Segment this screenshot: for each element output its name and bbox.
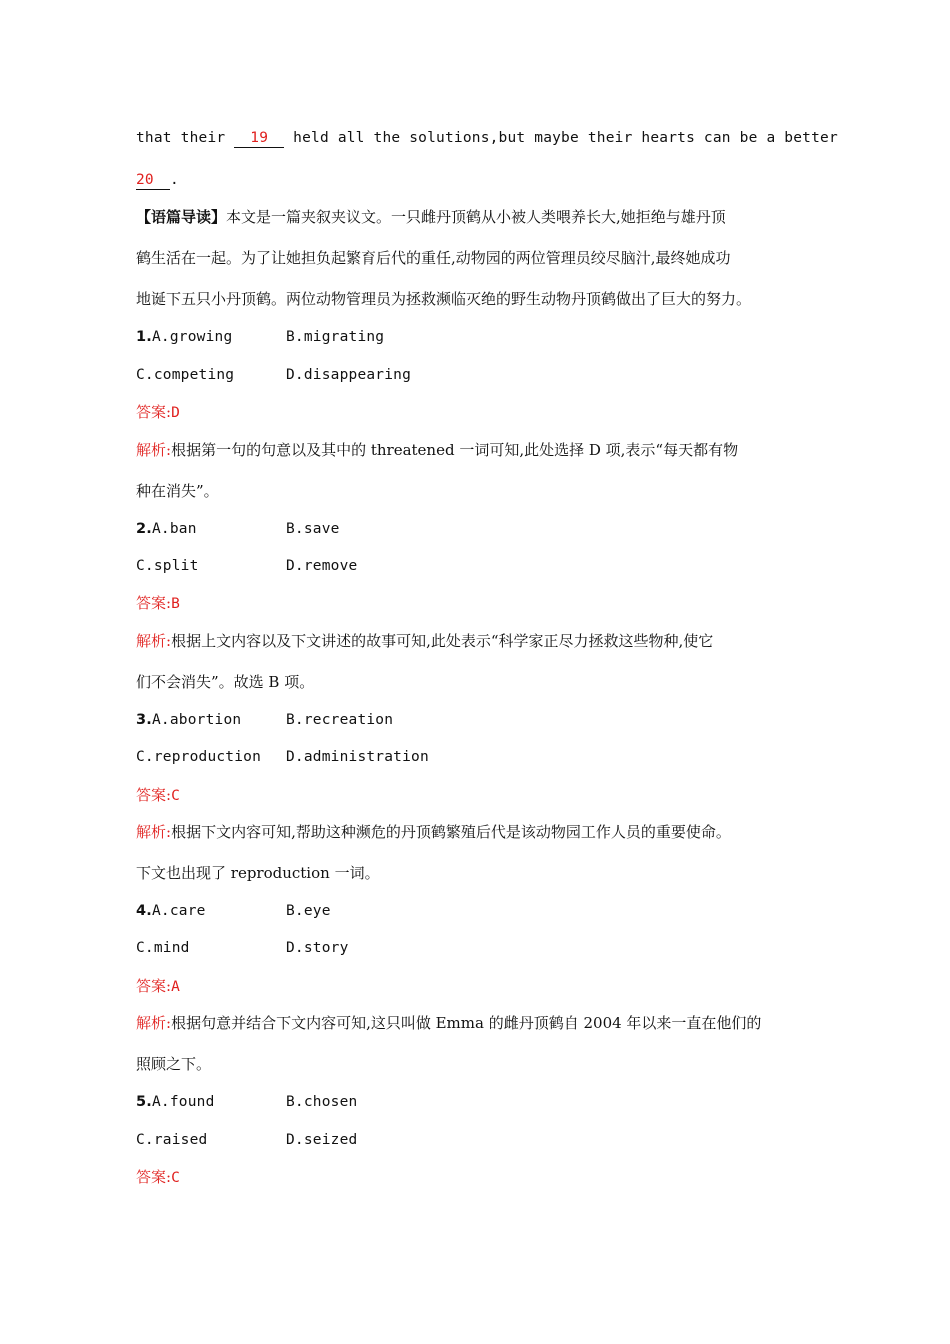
question-number: 1. bbox=[136, 329, 152, 345]
guide-line-3: 地诞下五只小丹顶鹤。两位动物管理员为拯救濒临灭绝的野生动物丹顶鹤做出了巨大的努力。 bbox=[136, 290, 752, 308]
answer-label: 答案: bbox=[136, 977, 172, 995]
option-a: A.abortion bbox=[152, 712, 242, 728]
question-2-answer bbox=[136, 593, 180, 614]
question-5-options-cd bbox=[136, 1130, 357, 1150]
guide-text: 本文是一篇夹叙夹议文。一只雌丹顶鹤从小被人类喂养长大,她拒绝与雄丹顶 bbox=[226, 208, 726, 226]
question-4-options-cd bbox=[136, 938, 349, 958]
question-5-options-ab bbox=[136, 1092, 357, 1112]
option-c: C.competing bbox=[136, 367, 235, 383]
question-1-analysis-line-2: 种在消失”。 bbox=[136, 482, 219, 500]
question-5-answer bbox=[136, 1167, 180, 1188]
option-d: D.remove bbox=[286, 558, 358, 574]
option-b: B.save bbox=[286, 521, 340, 537]
question-3-analysis-line-2: 下文也出现了 reproduction 一词。 bbox=[136, 864, 380, 882]
option-a: A.found bbox=[152, 1094, 215, 1110]
option-c: C.split bbox=[136, 558, 199, 574]
question-1-options-cd bbox=[136, 365, 411, 385]
option-b: B.recreation bbox=[286, 712, 394, 728]
option-b: B.migrating bbox=[286, 329, 385, 345]
answer-label: 答案: bbox=[136, 786, 172, 804]
answer-label: 答案: bbox=[136, 594, 172, 612]
guide-label: 【语篇导读】 bbox=[136, 208, 227, 226]
answer-value: A bbox=[171, 979, 180, 995]
answer-label: 答案: bbox=[136, 1168, 172, 1186]
option-b: B.chosen bbox=[286, 1094, 358, 1110]
analysis-text: 根据下文内容可知,帮助这种濒危的丹顶鹤繁殖后代是该动物园工作人员的重要使命。 bbox=[171, 823, 731, 841]
option-c: C.mind bbox=[136, 940, 190, 956]
question-4-analysis-line-1 bbox=[136, 1013, 761, 1033]
question-number: 2. bbox=[136, 521, 152, 537]
option-d: D.seized bbox=[286, 1132, 358, 1148]
passage-text: . bbox=[170, 172, 179, 188]
option-b: B.eye bbox=[286, 903, 331, 919]
analysis-label: 解析: bbox=[136, 632, 172, 650]
guide-line-1 bbox=[136, 207, 726, 227]
analysis-text: 根据上文内容以及下文讲述的故事可知,此处表示“科学家正尽力拯救这些物种,使它 bbox=[171, 632, 714, 650]
question-2-options-cd bbox=[136, 556, 357, 576]
question-4-options-ab bbox=[136, 901, 331, 921]
option-c: C.reproduction bbox=[136, 749, 262, 765]
analysis-text: 根据句意并结合下文内容可知,这只叫做 Emma 的雌丹顶鹤自 2004 年以来一直在他们的 bbox=[171, 1014, 762, 1032]
analysis-text: 根据第一句的句意以及其中的 threatened 一词可知,此处选择 D 项,表示“每天都有物 bbox=[171, 441, 739, 459]
question-4-answer bbox=[136, 976, 180, 997]
option-d: D.story bbox=[286, 940, 349, 956]
option-a: A.growing bbox=[152, 329, 233, 345]
blank-19: 19 bbox=[234, 129, 284, 148]
question-3-analysis-line-1 bbox=[136, 822, 731, 842]
option-d: D.administration bbox=[286, 749, 429, 765]
question-1-analysis-line-1 bbox=[136, 440, 738, 460]
question-2-analysis-line-1 bbox=[136, 631, 713, 651]
analysis-label: 解析: bbox=[136, 1014, 172, 1032]
answer-value: B bbox=[171, 596, 180, 612]
question-2-analysis-line-2: 们不会消失”。故选 B 项。 bbox=[136, 673, 315, 691]
blank-20: 20 bbox=[136, 171, 170, 190]
question-number: 5. bbox=[136, 1094, 152, 1110]
question-2-options-ab bbox=[136, 519, 340, 539]
question-3-answer bbox=[136, 785, 180, 806]
answer-label: 答案: bbox=[136, 403, 172, 421]
option-a: A.ban bbox=[152, 521, 197, 537]
passage-line-1 bbox=[136, 128, 838, 148]
question-number: 4. bbox=[136, 903, 152, 919]
guide-line-2: 鹤生活在一起。为了让她担负起繁育后代的重任,动物园的两位管理员绞尽脑汁,最终她成功 bbox=[136, 249, 731, 267]
option-d: D.disappearing bbox=[286, 367, 412, 383]
question-3-options-ab bbox=[136, 710, 393, 730]
option-c: C.raised bbox=[136, 1132, 208, 1148]
analysis-label: 解析: bbox=[136, 823, 172, 841]
question-number: 3. bbox=[136, 712, 152, 728]
analysis-label: 解析: bbox=[136, 441, 172, 459]
option-a: A.care bbox=[152, 903, 206, 919]
answer-value: C bbox=[171, 1170, 180, 1186]
question-3-options-cd bbox=[136, 747, 429, 767]
question-1-options-ab bbox=[136, 327, 384, 347]
question-4-analysis-line-2: 照顾之下。 bbox=[136, 1055, 212, 1073]
answer-value: D bbox=[171, 405, 180, 421]
passage-text: that their bbox=[136, 130, 235, 146]
passage-text: held all the solutions,but maybe their hearts can be a better bbox=[284, 130, 838, 146]
answer-value: C bbox=[171, 788, 180, 804]
question-1-answer bbox=[136, 402, 180, 423]
passage-line-2 bbox=[136, 170, 179, 190]
